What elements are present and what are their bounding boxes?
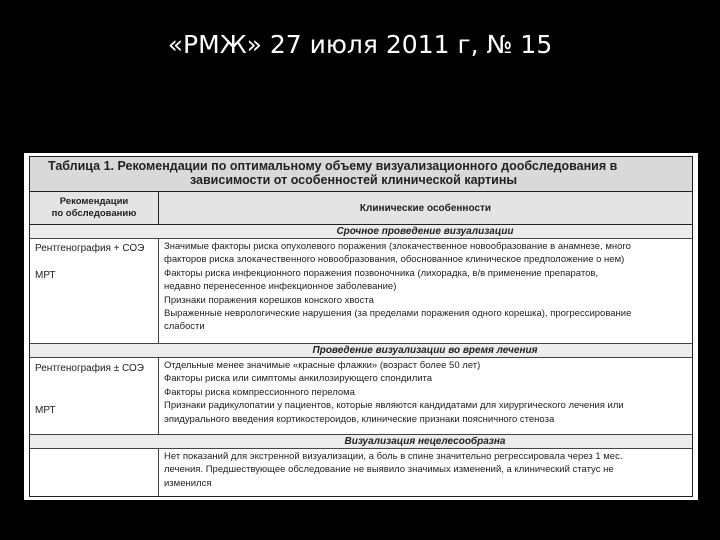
group-urgent-lines (164, 239, 692, 334)
group-not-appropriate-lines (164, 449, 692, 490)
table-figure (24, 153, 698, 500)
group-urgent (30, 239, 692, 344)
label-xray-esr: Рентгенография + СОЭ (35, 243, 145, 254)
table-caption (30, 157, 692, 192)
text-line: Признаки поражения корешков конского хвоста (164, 294, 374, 306)
header-recommendations (30, 192, 159, 224)
header-left-line-2: по обследованию (51, 208, 137, 219)
group-not-appropriate (30, 449, 692, 496)
text-line: изменился (164, 477, 212, 489)
column-divider (158, 239, 159, 343)
slide-title: «РМЖ» 27 июля 2011 г, № 15 (167, 30, 553, 59)
caption-line-1: Таблица 1. Рекомендации по оптимальному объему визуализационного дообследования в (48, 159, 618, 173)
text-line: недавно перенесенное инфекционное заболевание) (164, 281, 397, 293)
column-divider (158, 449, 159, 496)
text-line: факторов риска злокачественного новообразования, обоснованное клиническое предположение о нем) (164, 254, 625, 266)
text-line: Факторы риска или симптомы анкилозирующего спондилита (164, 373, 433, 385)
section-not-appropriate: Визуализация нецелесообразна (30, 435, 692, 449)
column-divider (158, 358, 159, 434)
group-during-lines (164, 358, 692, 426)
text-line: Выраженные неврологические нарушения (за пределами поражения одного корешка), прогрессирование (164, 308, 632, 320)
caption-line-2: зависимости от особенностей клинической картины (190, 173, 518, 187)
text-line: Факторы риска компрессионного перелома (164, 386, 355, 398)
text-line: лечения. Предшествующее обследование не выявило значимых изменений, а клинический статус не (164, 464, 614, 476)
text-line: Отдельные менее значимые «красные флажки» (возраст более 50 лет) (164, 360, 481, 371)
text-line: эпидурального введения кортикостероидов, клинические признаки поясничного стеноза (164, 413, 555, 425)
label-mri: МРТ (35, 270, 56, 281)
text-line: Значимые факторы риска опухолевого поражения (злокачественное новообразование в анамнезе, много (164, 241, 631, 252)
text-line: Факторы риска инфекционного поражения позвоночника (лихорадка, в/в применение препаратов, (164, 267, 599, 279)
text-line: Признаки радикулопатии у пациентов, которые являются кандидатами для хирургического лечения или (164, 400, 624, 412)
group-during-treatment (30, 358, 692, 435)
section-during-treatment: Проведение визуализации во время лечения (30, 344, 692, 358)
header-left-line-1: Рекомендации (59, 196, 129, 207)
table-header-row (30, 192, 692, 225)
text-line: слабости (164, 321, 205, 333)
text-line: Нет показаний для экстренной визуализации, а боль в спине значительно регрессировала через 1 мес. (164, 451, 623, 462)
section-urgent: Срочное проведение визуализации (30, 225, 692, 239)
label-xray-esr-optional: Рентгенография ± СОЭ (35, 363, 144, 374)
header-clinical-features: Клинические особенности (159, 192, 692, 224)
table-frame (29, 156, 693, 497)
label-mri: МРТ (35, 405, 56, 416)
